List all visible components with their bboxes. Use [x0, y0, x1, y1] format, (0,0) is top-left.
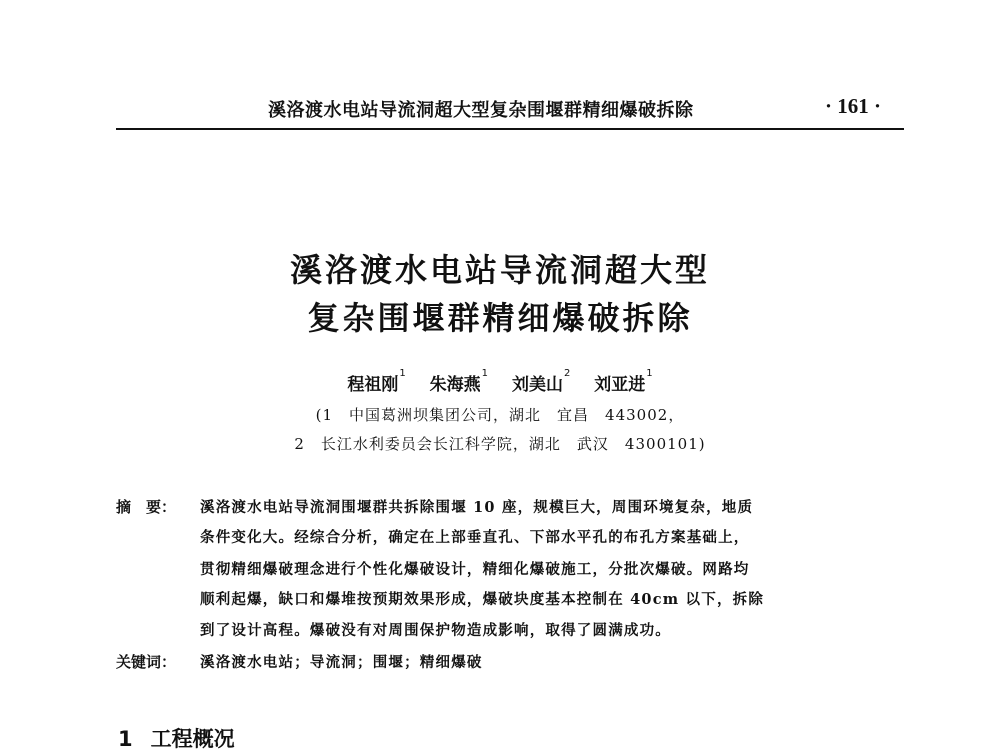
abstract-line: 到了设计高程。爆破没有对周围保护物造成影响，取得了圆满成功。 — [200, 622, 671, 639]
section-heading — [118, 723, 418, 753]
author-name: 刘亚进 — [594, 375, 646, 395]
abstract-line: 条件变化大。经综合分析，确定在上部垂直孔、下部水平孔的布孔方案基础上， — [200, 529, 750, 546]
affiliation-line-1: (1 中国葛洲坝集团公司，湖北 宜昌 443002， — [315, 406, 685, 424]
paper-title-line-1: 溪洛渡水电站导流洞超大型 — [289, 251, 710, 289]
author — [594, 368, 653, 395]
running-title: 溪洛渡水电站导流洞超大型复杂围堰群精细爆破拆除 — [268, 100, 694, 121]
author-affil-mark: 1 — [399, 368, 406, 379]
author-name: 刘美山 — [511, 375, 563, 395]
author-affil-mark: 1 — [481, 368, 489, 379]
author — [347, 368, 406, 395]
author — [429, 368, 489, 395]
abstract-line: 贯彻精细爆破理念进行个性化爆破设计，精细化爆破施工，分批次爆破。网路均 — [200, 561, 750, 578]
page-number: · 161 · — [824, 94, 881, 118]
author-name: 程祖刚 — [347, 375, 399, 395]
paper-title-line-2: 复杂围堰群精细爆破拆除 — [307, 299, 693, 337]
author-affil-mark: 1 — [646, 368, 653, 379]
abstract-label: 摘 要： — [116, 498, 177, 516]
affiliation-line-2: 2 长江水利委员会长江科学院，湖北 武汉 4300101) — [294, 435, 706, 453]
header-rule — [116, 128, 904, 130]
abstract-line: 顺利起爆，缺口和爆堆按预期效果形成，爆破块度基本控制在 40cm 以下，拆除 — [200, 591, 765, 608]
author — [511, 368, 571, 395]
keywords-value: 溪洛渡水电站；导流洞；围堰；精细爆破 — [200, 654, 483, 671]
author-affil-mark: 2 — [563, 368, 571, 379]
author-name: 朱海燕 — [429, 375, 481, 395]
author-list — [150, 370, 850, 395]
section-title: 工程概况 — [150, 727, 235, 751]
abstract-line: 溪洛渡水电站导流洞围堰群共拆除围堰 10 座，规模巨大，周围环境复杂，地质 — [200, 499, 754, 516]
keywords-label: 关键词： — [116, 653, 177, 671]
section-number: 1 — [118, 727, 133, 751]
